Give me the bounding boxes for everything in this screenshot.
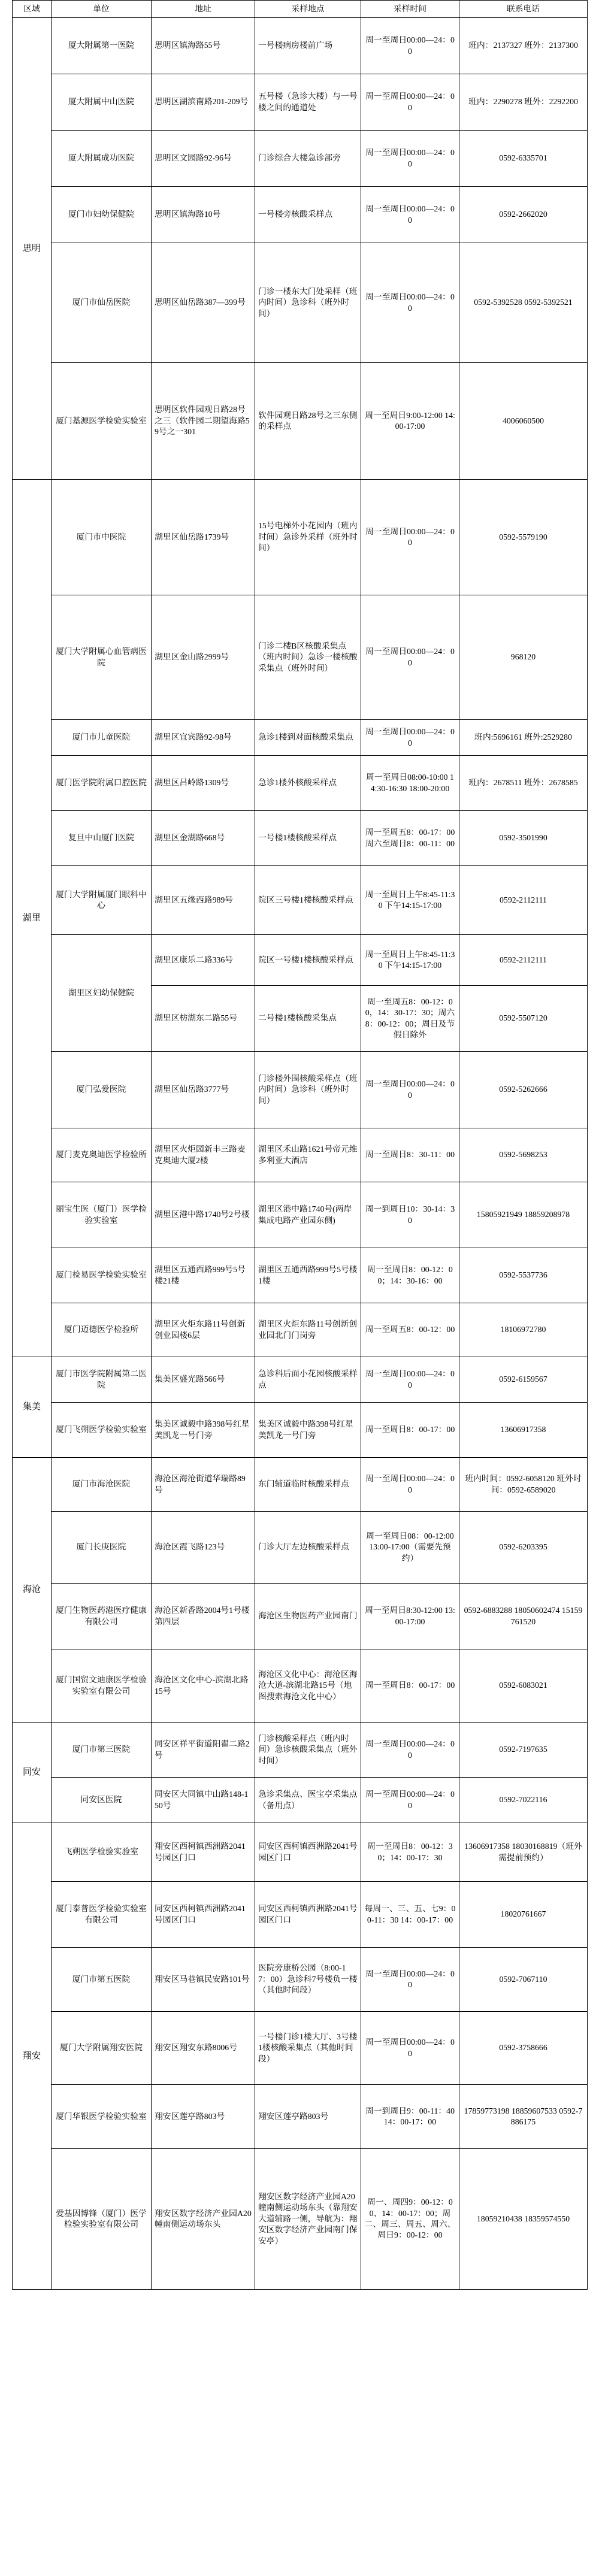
district-cell: 海沧 [13,1458,52,1723]
site-cell: 院区三号楼1楼核酸采样点 [255,866,361,935]
unit-cell: 厦门市仙岳医院 [52,243,152,363]
site-cell: 医院旁康桥公园（8:00-17：00）急诊科7号楼负一楼（其他时间段） [255,1948,361,2012]
address-cell: 湖里区五缘西路989号 [152,866,255,935]
phone-cell: 0592-5262666 [459,1052,588,1128]
table-row [13,935,588,986]
site-cell: 门诊楼外围核酸采样点（班内时间）急诊科（班外时间） [255,1052,361,1128]
table-row [13,595,588,720]
site-cell: 海沧区生物医药产业园南门 [255,1584,361,1649]
unit-cell: 厦门大学附属心血管病医院 [52,595,152,720]
unit-cell: 厦门飞朔医学检验实验室 [52,1403,152,1458]
unit-cell: 厦门泰普医学检验实验室有限公司 [52,1882,152,1948]
site-cell: 急诊1楼到对面核酸采集点 [255,720,361,756]
time-cell: 周一至周日00:00—24：00 [361,2012,459,2085]
time-cell: 周一至周日8:30-12:00 13:00-17:00 [361,1584,459,1649]
phone-cell: 0592-5698253 [459,1128,588,1182]
address-cell: 集美区盛光路566号 [152,1357,255,1403]
unit-cell: 厦门麦克奥迪医学检验所 [52,1128,152,1182]
site-cell: 门诊二楼B区核酸采集点（班内时间）急诊一楼核酸采集点（班外时间） [255,595,361,720]
time-cell: 周一至周日00:00—24：00 [361,480,459,595]
time-cell: 周一到周日10：30-14：30 [361,1182,459,1248]
address-cell: 思明区软件园观日路28号之三（软件园二期望海路59号之一301 [152,363,255,480]
phone-cell: 4006060500 [459,363,588,480]
time-cell: 周一至周日8：00-12：00；14：30-16：00 [361,1248,459,1303]
unit-cell: 厦大附属成功医院 [52,131,152,187]
address-cell: 湖里区吕岭路1309号 [152,756,255,811]
time-cell: 周一至周日8：00-17：00 [361,1649,459,1723]
unit-cell: 湖里区妇幼保健院 [52,935,152,1052]
table-row [13,1778,588,1823]
phone-cell: 0592-5507120 [459,986,588,1052]
unit-cell: 厦门市第五医院 [52,1948,152,2012]
time-cell: 周一至周日8：30-11：00 [361,1128,459,1182]
address-cell: 湖里区枋湖东二路55号 [152,986,255,1052]
time-cell: 周一到周日9：00-11：40 14：00-17：00 [361,2085,459,2149]
page [12,0,587,2290]
address-cell: 湖里区仙岳路3777号 [152,1052,255,1128]
unit-cell: 厦门大学附属厦门眼科中心 [52,866,152,935]
phone-cell: 0592-7022116 [459,1778,588,1823]
unit-cell: 厦门市中医院 [52,480,152,595]
table-row [13,1403,588,1458]
address-cell: 思明区镇海路10号 [152,187,255,243]
phone-cell: 0592-2112111 [459,935,588,986]
time-cell: 周一至周日9:00-12:00 14:00-17:00 [361,363,459,480]
site-cell: 同安区西柯镇西洲路2041号园区门口 [255,1882,361,1948]
unit-cell: 爱基因博锋（厦门）医学检验实验室有限公司 [52,2149,152,2290]
time-cell: 周一至周五8：00-12：00，14：30-17：30；周六8：00-12：00；周日及节假日除外 [361,986,459,1052]
phone-cell: 班内：2137327 班外：2137300 [459,18,588,74]
unit-cell: 厦门市医学院附属第二医院 [52,1357,152,1403]
unit-cell: 同安区医院 [52,1778,152,1823]
address-cell: 思明区湖滨南路201-209号 [152,74,255,131]
address-cell: 湖里区宜宾路92-98号 [152,720,255,756]
address-cell: 翔安区数字经济产业园A20幢南侧运动场东头 [152,2149,255,2290]
time-cell: 周一至周日00:00—24：00 [361,18,459,74]
phone-cell: 13606917358 [459,1403,588,1458]
unit-cell: 厦门市第三医院 [52,1723,152,1778]
unit-cell: 厦门国贸文迪康医学检验实验室有限公司 [52,1649,152,1723]
site-cell: 五号楼（急诊大楼）与一号楼之间的通道处 [255,74,361,131]
address-cell: 湖里区火炬园新丰三路麦克奥迪大厦2楼 [152,1128,255,1182]
table-row [13,1458,588,1512]
address-cell: 同安区大同镇中山路148-150号 [152,1778,255,1823]
site-cell: 湖里区禾山路1621号帝元维多利亚大酒店 [255,1128,361,1182]
time-cell: 周一至周日00:00—24：00 [361,187,459,243]
table-row [13,1649,588,1723]
site-cell: 院区一号楼1楼核酸采样点 [255,935,361,986]
table-row [13,1182,588,1248]
phone-cell: 13606917358 18030168819（班外需提前预约） [459,1823,588,1882]
address-cell: 湖里区五通西路999号5号楼21楼 [152,1248,255,1303]
unit-cell: 复旦中山厦门医院 [52,811,152,866]
table-row [13,1052,588,1128]
table-row [13,1248,588,1303]
phone-cell: 班内：2290278 班外：2292200 [459,74,588,131]
phone-cell: 17859773198 18859607533 0592-7886175 [459,2085,588,2149]
site-cell: 湖里区五通西路999号5号楼1楼 [255,1248,361,1303]
time-cell: 周一至周日00:00—24：00 [361,1357,459,1403]
site-cell: 同安区西柯镇西洲路2041号园区门口 [255,1823,361,1882]
time-cell: 周一至周日00:00—24：00 [361,720,459,756]
header-time: 采样时间 [361,1,459,18]
time-cell: 周一至周日00:00—24：00 [361,1052,459,1128]
table-row [13,480,588,595]
time-cell: 周一至周五8：00-12：00 [361,1303,459,1357]
unit-cell: 厦门医学院附属口腔医院 [52,756,152,811]
unit-cell: 厦门基源医学检验实验室 [52,363,152,480]
site-cell: 一号楼病房楼前广场 [255,18,361,74]
site-cell: 急诊1楼外核酸采样点 [255,756,361,811]
phone-cell: 0592-6335701 [459,131,588,187]
table-body [13,18,588,2290]
table-row [13,1723,588,1778]
phone-cell: 0592-2112111 [459,866,588,935]
unit-cell: 厦门生物医药港医疗健康有限公司 [52,1584,152,1649]
address-cell: 翔安区翔安东路8006号 [152,2012,255,2085]
site-cell: 一号楼旁核酸采样点 [255,187,361,243]
phone-cell: 0592-2662020 [459,187,588,243]
unit-cell: 厦大附属第一医院 [52,18,152,74]
time-cell: 周一至周日00:00—24：00 [361,595,459,720]
phone-cell: 0592-6159567 [459,1357,588,1403]
table-row [13,1882,588,1948]
time-cell: 周一至周日上午8:45-11:30 下午14:15-17:00 [361,935,459,986]
table-row [13,1584,588,1649]
time-cell: 周一至周日00:00—24：00 [361,74,459,131]
site-cell: 东门辅道临时核酸采样点 [255,1458,361,1512]
time-cell: 周一至周日08：00-12:00 13:00-17:00（需要先预约） [361,1512,459,1584]
unit-cell: 厦门市妇幼保健院 [52,187,152,243]
unit-cell: 厦门检易医学检验实验室 [52,1248,152,1303]
address-cell: 湖里区康乐二路336号 [152,935,255,986]
header-row [13,1,588,18]
unit-cell: 厦门华银医学检验实验室 [52,2085,152,2149]
table-row [13,187,588,243]
time-cell: 周一至周日8：00-12：30；14：00-17：30 [361,1823,459,1882]
unit-cell: 厦门长庚医院 [52,1512,152,1584]
phone-cell: 0592-5579190 [459,480,588,595]
table-row [13,1128,588,1182]
site-cell: 翔安区数字经济产业园A20幢南侧运动场东头（靠翔安大道辅路一侧，导航为：翔安区数字经济产业园南门保安亭） [255,2149,361,2290]
table-row [13,18,588,74]
table-row [13,756,588,811]
time-cell: 周一至周日00:00—24：00 [361,243,459,363]
address-cell: 海沧区霞飞路123号 [152,1512,255,1584]
site-cell: 软件园观日路28号之三东侧的采样点 [255,363,361,480]
address-cell: 湖里区港中路1740号2号楼 [152,1182,255,1248]
phone-cell: 15805921949 18859208978 [459,1182,588,1248]
site-cell: 急诊科后面小花园核酸采样点 [255,1357,361,1403]
unit-cell: 厦门弘爱医院 [52,1052,152,1128]
site-cell: 集美区诚毅中路398号红星美凯龙一号门旁 [255,1403,361,1458]
table-row [13,1357,588,1403]
header-phone: 联系电话 [459,1,588,18]
phone-cell: 0592-3758666 [459,2012,588,2085]
site-cell: 门诊综合大楼急诊部旁 [255,131,361,187]
header-address: 地址 [152,1,255,18]
address-cell: 海沧区文化中心-滨湖北路15号 [152,1649,255,1723]
time-cell: 周一至周日00:00—24：00 [361,1778,459,1823]
phone-cell: 968120 [459,595,588,720]
address-cell: 湖里区火炬东路11号创新创业园楼6层 [152,1303,255,1357]
district-cell: 翔安 [13,1823,52,2290]
time-cell: 周一至周五8：00-17：00 周六至周日8：00-11：00 [361,811,459,866]
address-cell: 思明区镇海路55号 [152,18,255,74]
phone-cell: 18059210438 18359574550 [459,2149,588,2290]
phone-cell: 0592-5537736 [459,1248,588,1303]
table-row [13,131,588,187]
district-cell: 湖里 [13,480,52,1357]
district-cell: 思明 [13,18,52,480]
site-cell: 门诊一楼东大门处采样（班内时间）急诊科（班外时间） [255,243,361,363]
time-cell: 周一至周日上午8:45-11:30 下午14:15-17:00 [361,866,459,935]
address-cell: 翔安区莲亭路803号 [152,2085,255,2149]
site-cell: 湖里区港中路1740号(两岸集成电路产业园东侧) [255,1182,361,1248]
address-cell: 湖里区仙岳路1739号 [152,480,255,595]
time-cell: 周一、周四9：00-12：00、14：00-17：00；周二、周三、周五、周六、周日9：00-12：00 [361,2149,459,2290]
header-site: 采样地点 [255,1,361,18]
phone-cell: 班内:5696161 班外:2529280 [459,720,588,756]
address-cell: 翔安区西柯镇西洲路2041号园区门口 [152,1823,255,1882]
site-cell: 海沧区文化中心：海沧区海沧大道-滨湖北路15号（地图搜索海沧文化中心） [255,1649,361,1723]
phone-cell: 0592-7067110 [459,1948,588,2012]
table-row [13,2012,588,2085]
unit-cell: 飞朔医学检验实验室 [52,1823,152,1882]
table-row [13,2085,588,2149]
site-cell: 门诊大厅左边核酸采样点 [255,1512,361,1584]
unit-cell: 厦门市海沧医院 [52,1458,152,1512]
address-cell: 同安区西柯镇西洲路2041号园区门口 [152,1882,255,1948]
address-cell: 海沧区海沧街道华瑞路89号 [152,1458,255,1512]
phone-cell: 0592-3501990 [459,811,588,866]
site-cell: 一号楼1楼核酸采样点 [255,811,361,866]
address-cell: 湖里区金山路2999号 [152,595,255,720]
site-cell: 急诊采集点、医宝亭采集点（备用点） [255,1778,361,1823]
time-cell: 每周一、三、五、七9：00-11：30 14：00-17：00 [361,1882,459,1948]
phone-cell: 班内时间：0592-6058120 班外时间：0592-6589020 [459,1458,588,1512]
phone-cell: 18106972780 [459,1303,588,1357]
table-row [13,720,588,756]
table-row [13,1303,588,1357]
district-cell: 同安 [13,1723,52,1823]
phone-cell: 0592-7197635 [459,1723,588,1778]
time-cell: 周一至周日00:00—24：00 [361,1458,459,1512]
header-unit: 单位 [52,1,152,18]
address-cell: 湖里区金湖路668号 [152,811,255,866]
unit-cell: 厦门市儿童医院 [52,720,152,756]
address-cell: 思明区文园路92-96号 [152,131,255,187]
table-row [13,243,588,363]
phone-cell: 0592-6203395 [459,1512,588,1584]
phone-cell: 0592-6883288 18050602474 15159761520 [459,1584,588,1649]
testing-sites-table [12,0,588,2290]
table-row [13,1948,588,2012]
site-cell: 15号电梯外小花园内（班内时间）急诊外采样（班外时间） [255,480,361,595]
unit-cell: 丽宝生医（厦门）医学检验实验室 [52,1182,152,1248]
unit-cell: 厦门大学附属翔安医院 [52,2012,152,2085]
time-cell: 周一至周日00:00—24：00 [361,131,459,187]
address-cell: 思明区仙岳路387—399号 [152,243,255,363]
site-cell: 一号楼门诊1楼大厅、3号楼1楼核酸采集点（其他时间段） [255,2012,361,2085]
table-row [13,2149,588,2290]
site-cell: 门诊核酸采样点（班内时间）急诊核酸采集点（班外时间） [255,1723,361,1778]
phone-cell: 0592-6083021 [459,1649,588,1723]
table-row [13,1512,588,1584]
table-row [13,363,588,480]
address-cell: 同安区祥平街道阳翟二路2号 [152,1723,255,1778]
address-cell: 海沧区新香路2004号1号楼第四层 [152,1584,255,1649]
unit-cell: 厦门迈德医学检验所 [52,1303,152,1357]
table-row [13,74,588,131]
unit-cell: 厦大附属中山医院 [52,74,152,131]
time-cell: 周一至周日08:00-10:00 14:30-16:30 18:00-20:00 [361,756,459,811]
site-cell: 翔安区莲亭路803号 [255,2085,361,2149]
time-cell: 周一至周日00:00—24：00 [361,1723,459,1778]
phone-cell: 18020761667 [459,1882,588,1948]
phone-cell: 0592-5392528 0592-5392521 [459,243,588,363]
site-cell: 湖里区火炬东路11号创新创业园北门门岗旁 [255,1303,361,1357]
table-row [13,811,588,866]
time-cell: 周一至周日8：00-17：00 [361,1403,459,1458]
district-cell: 集美 [13,1357,52,1458]
table-row [13,866,588,935]
table-row [13,1823,588,1882]
header-district: 区域 [13,1,52,18]
address-cell: 翔安区马巷镇民安路101号 [152,1948,255,2012]
phone-cell: 班内：2678511 班外：2678585 [459,756,588,811]
site-cell: 二号楼1楼核酸采集点 [255,986,361,1052]
time-cell: 周一至周日00:00—24：00 [361,1948,459,2012]
address-cell: 集美区诚毅中路398号红星美凯龙一号门旁 [152,1403,255,1458]
